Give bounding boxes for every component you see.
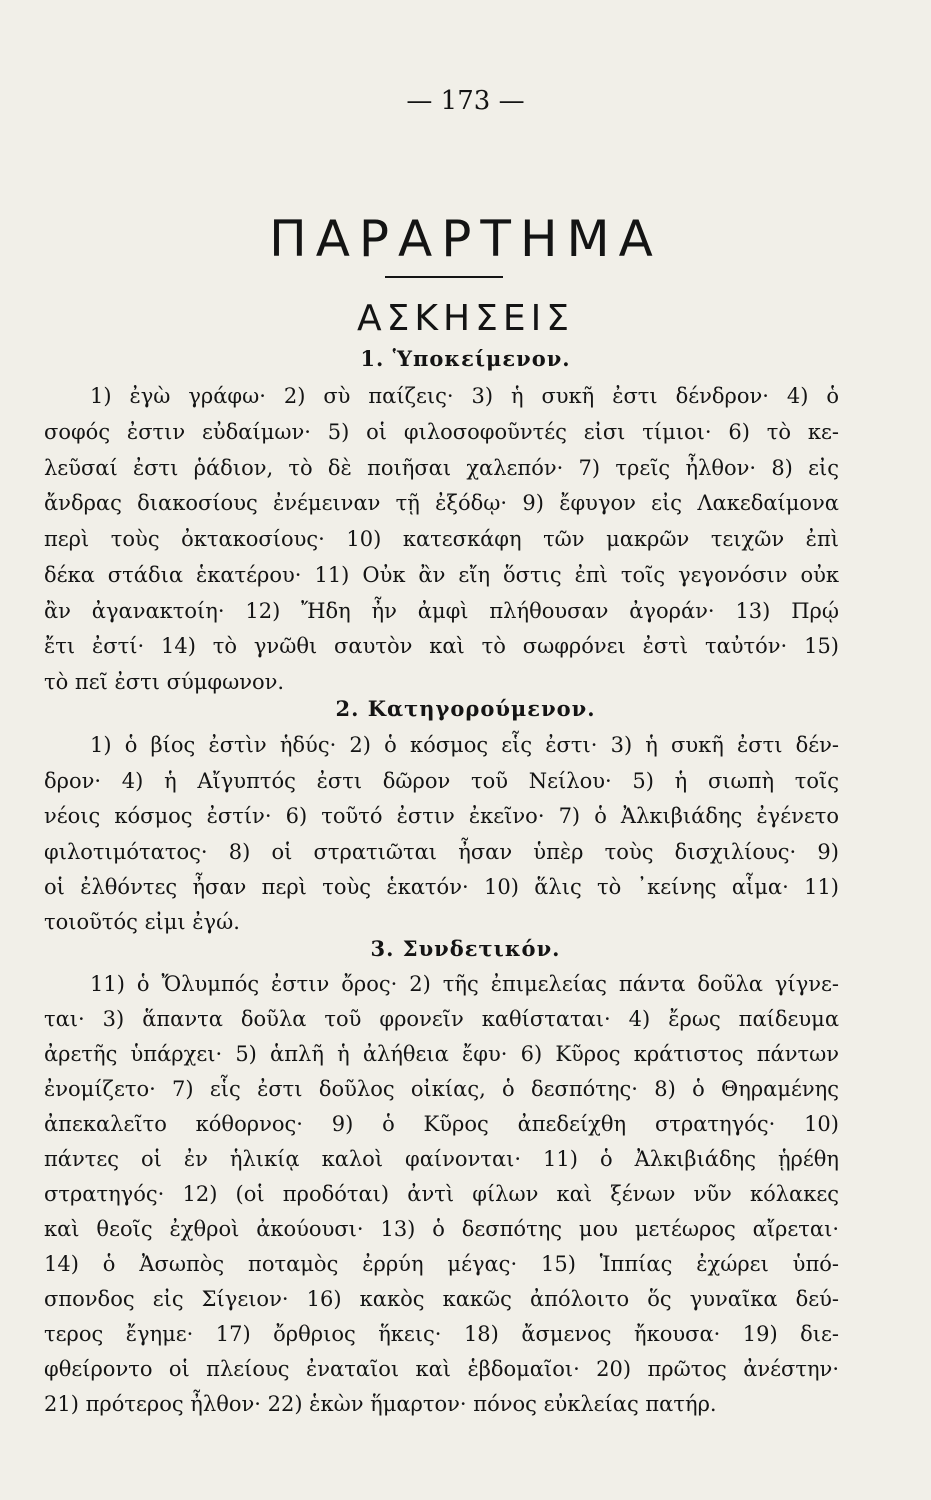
text-line: τοιοῦτός εἰμι ἐγώ. xyxy=(44,910,240,934)
exercises-subtitle: ΑΣΚΗΣΕΙΣ xyxy=(357,298,574,339)
text-line: ἀπεκαλεῖτο κόθορνος· 9) ὁ Κῦρος ἀπεδείχθη στρατηγός· 10) xyxy=(44,1112,839,1136)
text-line: τὸ πεῖ ἐστι σύμφωνον. xyxy=(44,670,285,694)
title-rule xyxy=(385,276,503,278)
text-line: δρον· 4) ἡ Αἴγυπτός ἐστι δῶρον τοῦ Νείλου· 5) ἡ σιωπὴ τοῖς xyxy=(44,769,839,793)
text-line: 21) πρότερος ἦλθον· 22) ἑκὼν ἥμαρτον· πόνος εὐκλείας πατήρ. xyxy=(44,1392,717,1416)
text-line: καὶ θεοῖς ἐχθροὶ ἀκούουσι· 13) ὁ δεσπότης μου μετέωρος αἴρεται· xyxy=(44,1217,839,1241)
text-line: περὶ τοὺς ὀκτακοσίους· 10) κατεσκάφη τῶν μακρῶν τειχῶν ἐπὶ xyxy=(44,527,839,551)
text-line: σπονδος εἰς Σίγειον· 16) κακὸς κακῶς ἀπόλοιτο ὅς γυναῖκα δεύ- xyxy=(44,1287,839,1311)
text-line: οἱ ἐλθόντες ἦσαν περὶ τοὺς ἑκατόν· 10) ἅλις τὸ ᾽κείνης αἷμα· 11) xyxy=(44,875,839,899)
text-line: ἔτι ἐστί· 14) τὸ γνῶθι σαυτὸν καὶ τὸ σωφρόνει ἐστὶ ταὐτόν· 15) xyxy=(44,634,839,658)
text-line: σοφός ἐστιν εὐδαίμων· 5) οἱ φιλοσοφοῦντές εἰσι τίμιοι· 6) τὸ κε- xyxy=(44,420,839,444)
text-line: στρατηγός· 12) (οἱ προδόται) ἀντὶ φίλων καὶ ξένων νῦν κόλακες xyxy=(44,1182,839,1206)
text-line: λεῦσαί ἐστι ῥάδιον, τὸ δὲ ποιῆσαι χαλεπόν· 7) τρεῖς ἦλθον· 8) εἰς xyxy=(44,456,839,480)
text-line: 14) ὁ Ἀσωπὸς ποταμὸς ἐρρύη μέγας· 15) Ἱππίας ἐχώρει ὑπό- xyxy=(44,1252,839,1276)
page-number: — 173 — xyxy=(406,86,525,116)
appendix-title: ΠΑΡΑΡΤΗΜΑ xyxy=(269,210,662,268)
text-line: πάντες οἱ ἐν ἡλικίᾳ καλοὶ φαίνονται· 11) ὁ Ἀλκιβιάδης ᾑρέθη xyxy=(44,1147,839,1171)
text-line: ται· 3) ἅπαντα δοῦλα τοῦ φρονεῖν καθίσταται· 4) ἔρως παίδευμα xyxy=(44,1007,839,1031)
section-heading: 2. Κατηγορούμενον. xyxy=(335,696,596,721)
text-line: ἄνδρας διακοσίους ἐνέμειναν τῇ ἐξόδῳ· 9) ἔφυγον εἰς Λακεδαίμονα xyxy=(44,491,839,515)
text-line: 1) ἐγὼ γράφω· 2) σὺ παίζεις· 3) ἡ συκῆ ἐστι δένδρον· 4) ὁ xyxy=(90,384,839,408)
text-line: τερος ἔγημε· 17) ὄρθριος ἥκεις· 18) ἄσμενος ἤκουσα· 19) διε- xyxy=(44,1322,839,1346)
section-heading: 3. Συνδετικόν. xyxy=(370,936,561,961)
text-line: φιλοτιμότατος· 8) οἱ στρατιῶται ἦσαν ὑπὲρ τοὺς δισχιλίους· 9) xyxy=(44,840,839,864)
text-line: δέκα στάδια ἑκατέρου· 11) Οὐκ ἂν εἴη ὅστις ἐπὶ τοῖς γεγονόσιν οὐκ xyxy=(44,563,839,587)
text-line: 11) ὁ Ὄλυμπός ἐστιν ὄρος· 2) τῆς ἐπιμελείας πάντα δοῦλα γίγνε- xyxy=(90,972,839,996)
text-line: ἀρετῆς ὑπάρχει· 5) ἁπλῆ ἡ ἀλήθεια ἔφυ· 6) Κῦρος κράτιστος πάντων xyxy=(44,1042,839,1066)
text-line: ἐνομίζετο· 7) εἷς ἐστι δοῦλος οἰκίας, ὁ δεσπότης· 8) ὁ Θηραμένης xyxy=(44,1077,839,1101)
text-line: νέοις κόσμος ἐστίν· 6) τοῦτό ἐστιν ἐκεῖνο· 7) ὁ Ἀλκιβιάδης ἐγένετο xyxy=(44,804,839,828)
text-line: ἂν ἀγανακτοίη· 12) Ἤδη ἦν ἀμφὶ πλήθουσαν ἀγοράν· 13) Πρῴ xyxy=(44,599,839,623)
text-line: φθείροντο οἱ πλείους ἐναταῖοι καὶ ἑβδομαῖοι· 20) πρῶτος ἀνέστην· xyxy=(44,1357,839,1381)
section-heading: 1. Ὑποκείμενον. xyxy=(360,346,571,371)
text-line: 1) ὁ βίος ἐστὶν ἡδύς· 2) ὁ κόσμος εἷς ἐστι· 3) ἡ συκῆ ἐστι δέν- xyxy=(90,733,839,757)
